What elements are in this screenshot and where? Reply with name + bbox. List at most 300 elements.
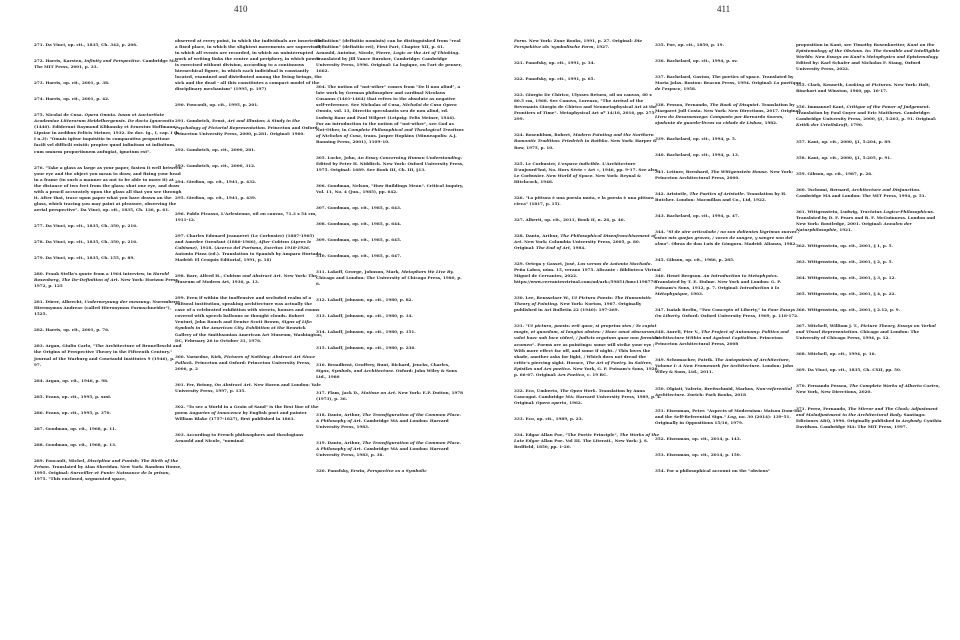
endnote-title-text: An Introduction to Metaphysics.: [703, 272, 779, 278]
endnote-text: 362. Wittgenstein, op. cit., 2001, § 1, p. 5.: [796, 242, 893, 248]
endnote: [34, 255, 182, 261]
endnote: [796, 187, 944, 199]
endnote-text: Translated by T. E. Hulme. New York and London: G. P. Putnam's Sons, 1912, p. 7. Original:: [655, 278, 782, 291]
endnote-title-text: Tractatus Logico-Philosophicus.: [859, 208, 935, 214]
endnote-text: New Haven and London: Yale University Press, 1997, p. 135.: [175, 381, 321, 393]
endnote-title-text: L'espace indicible.: [557, 160, 601, 166]
endnote-title-text: The Poetics of Aristotle.: [689, 190, 746, 196]
endnote: [34, 378, 182, 384]
endnote: [34, 410, 182, 416]
endnote: [514, 38, 662, 50]
endnote: [316, 362, 464, 380]
endnote: [655, 58, 803, 64]
endnote: [796, 259, 944, 265]
endnote-text: 334. Edgar Allan Poe, "The Poetic Principle",: [514, 431, 620, 437]
endnote-text: 327. Alberti, op. cit., 2011, Book II, n. 26, p. 46.: [514, 216, 626, 222]
endnote-text: 302. "To see a World in a Grain of Sand" is the first line of the poem: [175, 403, 319, 415]
endnote: [655, 102, 803, 126]
endnote: [655, 386, 803, 398]
endnote: [175, 147, 323, 153]
endnote: [316, 297, 464, 303]
endnote-title-text: The Project of Autonomy: Politics and Architecture Within and Against Capitalism.: [655, 329, 789, 341]
endnote-text: New York: Harper & Row, 1975, p. 10.: [514, 138, 657, 150]
endnote: [316, 440, 464, 458]
endnote-title-text: Cubism and Abstract Art.: [223, 273, 283, 279]
endnote-text: 1975. "This enclosed, segmented space,: [34, 475, 127, 481]
endnote: [655, 191, 803, 203]
endnote-text: 1918. (: [198, 244, 217, 250]
endnote-text: 300. Varnedoe, Kirk,: [175, 353, 225, 359]
endnote-text: Zurich: Park Books, 2018: [685, 391, 747, 397]
endnote-title-text: Ut pictura, poesis: erit quae, si proprius stes / Te capiat magis, et quaedam, si longius abstes: / Haec amat obscurum; volet haec sub luce videri, / Judicis argutum quae non formidat acumen: [514, 323, 661, 347]
endnote-title-text: Four Essays On Liberty.: [655, 307, 796, 319]
endnote: [655, 273, 803, 297]
endnote-text: (1440). Ediderunt Raymond Klibansky et Ernestus Hoffmann. Lipsiae in aedibus Felicis Meiner, 1932. De doc. ig., I, cap. I (h I n.3): "Omnis igitur inquisitio in comparativa proportione facili vel difficili existit; propter quod infinitum ut infinitum, cum omnem proportionem aufugiat, ignotum est".: [34, 124, 179, 154]
endnote: [34, 442, 182, 448]
endnote-text: 364. Wittgenstein, op. cit., 2001, § 3, p. 12.: [796, 275, 896, 281]
endnote-text: 1962.: [567, 399, 583, 405]
endnote-text: 353. Eisenman, op. cit., 2014, p. 150.: [655, 451, 742, 457]
endnote: [175, 432, 323, 444]
endnote: [316, 205, 464, 211]
endnote-text: 276. "Take a glass as large as your paper, fasten it well between your eye and the object you mean to draw, and fixing your head in a frame (in such a manner as not to be able to move it) at the distance of two feet from the glass; shut one eye, and draw with a pencil accurately upon the glass all that you see through it. After that, trace upon paper what you have drawn on the glass, which tracing you may paint at pleasure, observing the aerial perspective". Da Vinci, op. cit., 1835, Ch. 126, p. 61.: [34, 164, 182, 212]
endnote: [175, 195, 323, 201]
endnote-text: New York: The Museum of Modern Art, 1936, p. 13.: [175, 273, 317, 285]
endnote-title-text: Architecture and Disjunction.: [851, 186, 921, 192]
endnote-title-text: Opera Omnia. Iussu et Auctoritate Academiae Litterarum Heidelbergensis. De docta Ignorantia: [34, 112, 175, 124]
endnote-text: 333. Eco, op. cit., 1989, p. 23.: [514, 415, 583, 421]
endnote-text: 1921.: [837, 226, 853, 232]
endnote: [655, 169, 803, 181]
endnote-text: Edited by: Karl Schafer and Nicholas F. Stang, Oxford University Press, 2022.: [796, 60, 921, 72]
notes-column-1: [34, 42, 182, 492]
endnote-title-text: The Works of the Late Edgar: [514, 431, 660, 444]
endnote: [796, 291, 944, 297]
endnote: [796, 155, 944, 161]
endnote: [175, 233, 323, 263]
endnote-text: 317. Flam, Jack D.,: [316, 389, 362, 395]
endnote-title-text: Logic or the Art of Thinking.: [393, 50, 460, 56]
endnote-text: ". Obras de don Luis de Góngora. Madrid: Alianza, 1982.: [666, 240, 797, 246]
endnote-title-text: The Book of Disquiet.: [709, 102, 761, 108]
endnote-title-text: Perspective as a Symbolic: [367, 468, 427, 474]
endnote-title-text: Signs of Life: Symbols in the American City. Exhibition at the: [175, 319, 313, 331]
endnote: [316, 345, 464, 351]
endnote: [175, 163, 323, 169]
endnote: [175, 211, 323, 223]
notes-column-3: [316, 38, 464, 484]
endnote-title-text: An Essay Concerning Human Understanding.: [357, 154, 463, 160]
endnote: [655, 468, 803, 474]
endnote-title-text: The Philosophical Disenfranchisement of Art.: [514, 232, 656, 244]
endnote-text: Oxford: Oxford University Press, 1969, p. 118-172.: [680, 313, 799, 319]
endnote-text: 278. Da Vinci, op. cit., 1835, Ch. 350, p. 216.: [34, 238, 138, 244]
endnote-text: Cynthia Davidson. Cambridge MA: The MIT Press, 1997.: [796, 417, 942, 429]
endnote-text: 359. Gibson, op. cit., 1987, p. 26.: [796, 170, 873, 176]
endnote-text: New York: Reynal & Hitchcock, 1948.: [514, 172, 641, 184]
endnote-text: 335. Poe, op. cit., 1850, p. 19.: [655, 42, 724, 47]
endnote: [34, 327, 182, 333]
endnote: [514, 132, 662, 150]
endnote-text: Translation by Anna Cancogni. Cambridge MA: Harvard University Press, 1989, p. 4. Original:: [514, 387, 662, 405]
endnote: [655, 452, 803, 458]
endnote-text: 291. Gombrich, Ernst,: [175, 118, 228, 124]
endnote-text: 282. Harris, op. cit., 2001, p. 76.: [34, 327, 110, 333]
endnote-title-text: Kritik der Urteilskraft,: [796, 122, 849, 128]
endnote-text: 356. Immanuel Kant,: [796, 104, 847, 110]
endnote: [34, 165, 182, 213]
endnote-text: 307. Goodman, op. cit., 1985, p. 643.: [316, 204, 402, 210]
endnote: [796, 383, 944, 395]
endnote-title-text: Livro do Desassossego: Composto por Bernardo Soares, ajudante de guarda-livros na cidade de Lisboa,: [655, 114, 784, 126]
endnote-text: Translation by H. Butcher. London: Macmillan and Co., Ltd, 1922.: [655, 190, 787, 202]
endnote-text: Allan Poe. Vol III. The Literati., New York: J. S. Redfield, 1850, pp. 1-20.: [514, 438, 649, 450]
endnote: [796, 171, 944, 177]
endnote-text: 348. Aureli, Pier V.,: [655, 329, 702, 335]
endnote: [316, 84, 464, 144]
endnote: [175, 354, 323, 372]
notes-column-2: [175, 38, 323, 454]
endnote: [514, 76, 662, 82]
endnote-text: New York: Norton, 1967. Originally published in Art Bulletin 22 (1940): 197-269.: [514, 301, 642, 313]
endnote-text: London: John Wiley & Sons, Ltd., 2011.: [655, 363, 794, 375]
endnote-text: 344. ": [655, 228, 669, 234]
endnote-title-text: Harold Rosenberg, The De-Definition of Art.: [34, 271, 169, 283]
endnote-text: 345. Gibson, op. cit., 1986, p. 285.: [655, 256, 735, 262]
endnote: [175, 404, 323, 422]
endnote-title-text: The End of Art,: [536, 244, 572, 250]
endnote-text: 365. Wittgenstein, op. cit., 2001, § 4, p. 22.: [796, 291, 896, 297]
endnote-text: 287. Goodman, op. cit., 1968, p. 11.: [34, 425, 117, 431]
endnote-text: Oxford: John Wiley & Sons Ltd., 1980: [316, 367, 458, 379]
endnote-title-text: Modern Painting and the Northern Romantic Tradition: Friedrich to Rothko.: [514, 132, 654, 144]
endnote: [175, 273, 323, 285]
endnote-text: no. 30 (2014): 139–51. Originally in Oppositions 15/16, 1979.: [655, 413, 791, 425]
endnote-text: New York: Princeton Architectural Press, 2000.: [655, 168, 794, 180]
endnote-title-text: Nicholai de Cusa Opera Omnia,: [316, 102, 457, 114]
endnote: [655, 307, 803, 319]
endnote-text: 337. Bachelard, Gaston, The poetics of space. Translated by Maria Jolas. Boston: Beacon Press, 1994. Original:: [655, 74, 794, 86]
notes-column-5: [655, 42, 803, 484]
endnote: [34, 426, 182, 432]
endnote-text: 274. Harris, op. cit., 2001, p. 42.: [34, 96, 110, 102]
endnote: [316, 38, 464, 74]
endnote: [796, 42, 944, 72]
endnote-text: 306. Goodman, Nelson, "How Buildings Mean". Critical Inquiry, Vol. 11, No. 4 (Jun., 1985), pp. 642.: [316, 182, 464, 194]
endnote-text: 315. Lakoff, Johnson, op. cit., 1980, p. 236.: [316, 345, 416, 351]
endnote-text: 309. Goodman, op. cit., 1985, p. 645.: [316, 237, 402, 243]
endnote-text: 1982.: [763, 120, 778, 126]
endnote: [514, 161, 662, 185]
endnote: [796, 307, 944, 313]
endnote-text: 332. Eco, Umberto,: [514, 387, 560, 393]
endnote-text: 1958.: [681, 86, 697, 92]
endnote-text: 361. Wittgenstein, Ludwig,: [796, 208, 860, 214]
endnote-text: 298. Barr, Alfred H.,: [175, 273, 224, 279]
endnote-text: 318. Danto, Arthur,: [316, 411, 363, 417]
endnote: [655, 329, 803, 347]
endnote-text: 350. Olgiati, Valerio, Breitschmid, Markus,: [655, 385, 757, 391]
endnote-title-text: Surveiller et Punir: Naissance de la prison,: [70, 469, 171, 475]
endnote-text: 1790.: [848, 122, 864, 128]
endnote-text: 368. Mitchell, op. cit., 1994, p. 16.: [796, 351, 876, 357]
endnote-text: Translated by D. F. Pears and B. F. McGuinness. London and New York: Routledge, 2001. Original:: [796, 214, 936, 226]
endnote: [316, 329, 464, 335]
endnote-text: 371. Perez, Fernando,: [796, 405, 848, 411]
endnote-title-text: Metaphors We Live By.: [401, 269, 454, 275]
endnote-title-text: Matisse on Art.: [361, 389, 397, 395]
endnote: [34, 394, 182, 400]
endnote-text: definition" (definitio nominis) can be distinguished from "real definition" (definitio rei), First Part, Chapter XII, p. 61. Arnauld, Antoine, Nicole, Pierre,: [316, 38, 461, 56]
endnote: [796, 367, 944, 373]
endnote-title-text: Signs, Symbols, and Architecture.: [316, 367, 395, 373]
endnote-text: 342. Aristotle,: [655, 190, 690, 196]
endnote-text: 358. Kant, op. cit., 2000, §1, 5:205, p. 91.: [796, 154, 892, 160]
endnote-text: 297. Charles Edouard Jeanneret (Le Corbusier) (1887-1965) and Amedee Ozenfant (1886-1966),: [175, 232, 315, 244]
notes-column-4: [514, 38, 662, 460]
endnote-text: 279. Da Vinci, op. cit., 1835, Ch. 155, p. 89.: [34, 255, 135, 261]
endnote: [34, 343, 182, 367]
endnote: [655, 213, 803, 219]
endnote-text: 1984.: [571, 244, 586, 250]
endnote-text: New York: Columbia University Press, 2005, p. 80. Original:: [514, 238, 641, 250]
endnote: [34, 80, 182, 86]
endnote-text: 294. Giedion, op. cit., 1941, p. 432.: [175, 178, 257, 184]
endnote-text: 346. Henri Bergson.: [655, 272, 704, 278]
endnote-title-text: On Abstract Art.: [214, 381, 253, 387]
endnote-text: 354. For a philosophical account on the "obvious": [655, 467, 771, 473]
endnote: [316, 183, 464, 195]
endnote: [34, 239, 182, 245]
endnote-title-text: Kant on the Epistemology of the Obvious. In: The Sensible and Intelligible Worlds: New Essays on Kant's Metaphysics and Epistemology.: [796, 42, 940, 60]
endnote-text: 290. Foucault, op. cit., 1995, p. 201.: [175, 102, 259, 108]
endnote-title-text: Los versos de Antonio Machado.: [577, 261, 652, 267]
endnote-text: 357. Kant, op. cit., 2000, §1, 5:204, p. 89.: [796, 138, 892, 144]
endnote-title-text: Infinity and Perspective.: [84, 58, 142, 64]
endnote: [316, 253, 464, 259]
endnote-text: 324. Rosenblum, Robert,: [514, 132, 573, 138]
endnote-text: 338. Pessoa, Fernando,: [655, 102, 710, 108]
endnote: [514, 60, 662, 66]
endnote: [316, 390, 464, 402]
endnote-title-text: Form.: [514, 38, 528, 43]
endnote-text: Chicago and London: The University of Chicago Press, 1994, p. 12.: [796, 329, 920, 341]
endnote-title-text: The Transfiguration of the Common Place. A Philosophy of Art.: [316, 439, 461, 451]
endnote: [655, 229, 803, 247]
endnote-text: 293. Gombrich, op. cit., 2000, 312.: [175, 162, 256, 168]
endnote-text: 316. Broadbent, Geoffrey, Bunt, Richard, Jencks, Charles,: [316, 361, 450, 367]
endnote: [34, 458, 182, 482]
endnote-text: 275. Nicolai de Cusa.: [34, 112, 85, 118]
endnote-text: 301. Fer, Briony,: [175, 381, 215, 387]
endnote: [316, 468, 464, 474]
endnote-text: 323. Giorgio De Chirico, Ulysses Return, oil on canvas, 60 x 80.5 cm, 1968. See Canova, Lorenzo, "The Arrival of the Revenants Giorgio de Chirico and Neometaphysical Art at the Frontiers of Time". Metaphysical Art nº 14/16, 2016, pp. 275-299.: [514, 92, 657, 122]
endnote-text: by English poet and painter William Blake (1757-1827), first published in 1863.: [175, 409, 307, 421]
endnote-text: New York: Holt, Rinehart and Winston, 1960, pp. 16-17.: [796, 82, 931, 94]
endnote-text: 326. "La pittura è una poesia muta, e la poesia è una pittura cieca" (1817, p. 15).: [514, 194, 654, 206]
endnote: [514, 92, 662, 122]
endnote-text: Cambridge MA and London: The MIT Press, 1994, p. 51.: [796, 192, 927, 198]
endnote-text: 305. Locke, John,: [316, 154, 358, 160]
endnote: [655, 74, 803, 92]
endnote-text: 308. Goodman, op. cit., 1985, p. 644.: [316, 221, 402, 227]
endnote-text: 355. Clark, Kenneth,: [796, 82, 846, 88]
endnote-text: 336. Bachelard, op. cit., 1994, p. xv.: [655, 58, 738, 64]
endnote-text: Princeton and Oxford: Princeton University Press, 2006, p. 2: [175, 359, 311, 371]
endnote: [514, 416, 662, 422]
endnote-text: 283. Argan, Giulio Carlo, "The Architecture of Brunelleschi and the Origins of Perspective Theory in the Fifteenth Century." Journal of the Warburg and Courtauld Institutes 9 (1946), p. 97.: [34, 343, 182, 367]
endnote: [796, 323, 944, 341]
endnote: [655, 152, 803, 158]
endnote-text: 313. Lakoff, Johnson, op. cit., 1980, p. 14.: [316, 313, 413, 319]
endnote-text: 277. Da Vinci, op. cit., 1835, Ch. 350, p. 216.: [34, 222, 138, 228]
endnote-text: ". Poems are as paintings: some will strike your eye / With more effect far off, and some if night. / This loves the shade, another asks for light, / Which does not dread the critic's piercing sight. Horace,: [514, 341, 655, 365]
endnote-title-text: Critique of the Power of Judgement.: [846, 104, 931, 110]
endnote: [514, 323, 662, 377]
endnote-text: Cambridge MA: The MIT Press, 2001, p. 33.: [34, 58, 179, 70]
endnote-text: 295. Giedion, op. cit., 1941, p. 439.: [175, 194, 257, 200]
endnote: [316, 412, 464, 430]
endnote-text: 370. Fernando Pessoa,: [796, 383, 850, 389]
endnote-title-text: The Wittgenstein House.: [710, 168, 769, 174]
endnote-title-text: The Open Work.: [559, 387, 598, 393]
endnote-title-text: After Cubism (Apres le Cubisme),: [175, 238, 312, 250]
endnote: [796, 406, 944, 430]
endnote: [316, 155, 464, 173]
endnote-text: 299. Even if within the inoffensive and secluded realm of a cultural institution, speaking architecture was actually the case of a celebrated exhibition with streets, houses and rooms covered with speech balloons or thought clouds. Robert Venturi, John Rauch and Denise Scott Brown,: [175, 295, 320, 325]
endnote-text: L'Architecture D'aujourd'hui, No. Hors Série « Art », 1946, pp. 9-17. See also, Le Corbusier.: [514, 160, 659, 178]
endnote-title-text: Acerca del Purismo, Escritos 1918-1926.: [216, 244, 311, 250]
endnote-text: 366. Wittgenstein, op. cit., 2001, § 2.12, p. 9.: [796, 307, 901, 313]
endnote: [796, 243, 944, 249]
endnote-text: New York, New Directions, 2020.: [796, 389, 872, 395]
endnote-text: 325. Le Corbusier,: [514, 160, 558, 166]
endnote: [316, 237, 464, 243]
endnote-text: 272. Harris, Karsten,: [34, 58, 85, 64]
endnote-text: 349. Schumacher, Patrik.: [655, 357, 715, 363]
endnote: [655, 436, 803, 442]
endnote-text: 304. The notion of "not-other" comes from "De li non aliud", a late work by German philosopher and cardinal Nicolaus Cusanus (1401-1464) that refers to the absolute as negative self-reference. See Nicholas of Cusa,: [316, 84, 461, 108]
endnote: [514, 261, 662, 285]
endnote: [316, 313, 464, 319]
endnote-title-text: Underweysung der messung.: [84, 299, 151, 305]
endnote: [175, 102, 323, 108]
endnote: [796, 351, 944, 357]
endnote: [175, 382, 323, 394]
endnote-text: Edited by Peter H. Nidditch. New York: Oxford University Press, 1975. Original: 1689. See Book III, Ch. III, §13.: [316, 160, 464, 172]
endnote-text: 296. Pablo Picasso, L'Arlesienne, oil on canvas, 71.3 x 54 cm, 1911-12.: [175, 210, 317, 222]
endnote-text: 363. Wittgenstein, op. cit., 2001, § 2, p. 5.: [796, 258, 893, 264]
endnote-title-text: The Mirror and The Cloak; Adjustment and Maladjustment in the Architectural Body.: [796, 405, 938, 417]
endnote-text: Antonio Pizza (ed.). Translation to Spanish by Amparo Hurtado. Madrid: El Croquis Editorial, 1991, p. 16): [175, 251, 323, 263]
endnote-title-text: Ars Poetica,: [557, 371, 586, 377]
endnote: [655, 357, 803, 375]
endnote-text: 341. Leitner, Bernhard,: [655, 168, 711, 174]
endnote-text: 281. Dürer, Albrecht,: [34, 299, 85, 305]
endnote-title-text: Looking at Pictures.: [845, 82, 893, 88]
endnote-title-text: The Transfiguration of the Common Place. A Philosophy of Art.: [316, 411, 461, 423]
endnote: [514, 432, 662, 450]
endnote-title-text: Log,: [727, 413, 738, 419]
endnote: [655, 42, 803, 48]
endnote-text: 331. ": [514, 323, 528, 329]
endnote: [796, 139, 944, 145]
endnote-text: 352. Eisenman, op. cit., 2014, p. 143.: [655, 435, 742, 441]
page-number-left: 410: [234, 4, 248, 14]
endnote-text: In: [626, 359, 635, 365]
endnote-title-text: Complete Philosophical and Theological Treatises of Nicholas of Cusa,: [316, 126, 464, 138]
endnote-title-text: Ut Pictura Poesis: The Humanistic Theory of Painting.: [514, 295, 652, 307]
endnote-text: 286. Evans, op. cit., 1995, p. 370.: [34, 409, 111, 415]
endnote-text: New York: Zone Books, 1991, p. 27. Original:: [527, 38, 635, 43]
page-number-right: 411: [717, 4, 731, 14]
endnote: [514, 233, 662, 251]
endnote-text: 285. Evans, op. cit., 1995, p. xxxi.: [34, 393, 112, 399]
endnote-text: 351. Eisenman, Peter. "Aspects of Modernism: Maison Dom-Ino and the Self-Referential Sign.": [655, 407, 802, 419]
endnote-text: Cambridge MA and London: Harvard University Press, 1983.: [316, 417, 449, 429]
endnote-title-text: Pictures of Nothing: Abstract Art Since Pollock.: [175, 353, 315, 365]
endnote-text: Cambridge MA and London: Harvard University Press, 1983, p. 36.: [316, 445, 449, 457]
endnote-text: Chicago and London: The University of Chicago Press, 1980, p. 6.: [316, 275, 462, 287]
endnote: [796, 275, 944, 281]
endnote-text: 271. Da Vinci, op. cit., 1835, Ch. 342, p. 206.: [34, 42, 138, 47]
endnote-text: Translation by Paul Guyer and Eric Matthews. Cambridge: Cambridge University Press, 2000, §1, 5:203, p. 91. Original:: [796, 110, 937, 122]
endnote-text: 367. Mitchell, William J. T.,: [796, 323, 861, 329]
endnote: [175, 179, 323, 185]
endnote-text: 319. Danto, Arthur,: [316, 439, 363, 445]
endnote: [655, 136, 803, 142]
endnote: [34, 58, 182, 70]
endnote: [655, 408, 803, 426]
endnote-title-text: The Complete Works of Alberto Caeiro,: [849, 383, 940, 389]
endnote-text: 322. Panofsky, op. cit., 1991, p. 65.: [514, 76, 595, 82]
endnote: [34, 112, 182, 154]
endnote-text: observed at every point, in which the individuals are inserted in a fixed place, in which the slightest movements are supervised, in which all events are recorded, in which an uninterrupted work of writing links the centre and periphery, in which power is exercised without division, according to a continuous hierarchical figure, in which each individual is constantly located, examined and distributed among the living beings, the sick and the dead - all this constitutes a compact model of the disciplinary mechanism" (1995, p. 197): [175, 38, 323, 92]
endnote-text: 360. Tschumi, Bernard,: [796, 186, 852, 192]
endnote-title-text: La poetique de l'espace,: [655, 80, 802, 92]
endnote-title-text: Art and Illusion; A Study in the Psychology of Pictorial Representation.: [175, 118, 300, 130]
endnote-text: Translated by Alan Sheridan. New York: Random House, 1995. Original:: [34, 463, 182, 475]
endnote: [34, 96, 182, 102]
endnote-text: 310. Goodman, op. cit., 1985, p. 647.: [316, 253, 402, 259]
endnote: [655, 257, 803, 263]
endnote: [34, 223, 182, 229]
endnote-text: 329. Ortega y Gasset, José,: [514, 261, 578, 267]
endnote-text: 280. Frank Stella's quote from a 1964 interview, in: [34, 271, 154, 277]
endnote-text: 288. Goodman, op. cit., 1968, p. 13.: [34, 441, 117, 447]
endnote-text: 284. Argan, op. cit., 1946, p. 98.: [34, 377, 109, 383]
endnote-text: Peña Labra, núm. 15, verano 1975. Alicante : Biblioteca Virtual Miguel de Cervantes, 2022. https://www.cervantesvirtual.com/nd/ark:/59851/bmc1198770: [514, 267, 661, 285]
endnote-text: c. 19 BC.: [585, 371, 608, 377]
endnote-text: 328. Danto, Arthur,: [514, 232, 561, 238]
endnote-text: proposition in Kant, see Timothy Rosenkoetter,: [796, 42, 908, 47]
endnote-text: 273. Harris, op. cit., 2001, p. 38.: [34, 80, 110, 86]
endnote-text: 330. Lee, Rensselaer W.,: [514, 295, 572, 301]
endnote: [175, 38, 323, 92]
endnote: [34, 271, 182, 289]
notes-column-6: [796, 42, 944, 440]
endnote-text: 320. Panofsky, Erwin,: [316, 468, 368, 474]
endnote-text: 369. Da Vinci, op. cit., 1835, Ch. CXII, pp. 50.: [796, 367, 902, 373]
endnote-title-text: Anybody.: [901, 417, 923, 423]
endnote: [316, 221, 464, 227]
endnote-title-text: Discipline and Punish; The Birth of the Prison.: [34, 457, 179, 469]
endnote: [514, 295, 662, 313]
endnote-title-text: Picture Theory, Essays on Verbal and Visual Representation.: [796, 323, 936, 335]
endnote-text: 340. Bachelard, op. cit., 1994, p. 13.: [655, 152, 740, 158]
endnote-title-text: Auguries of Innocence: [189, 409, 242, 415]
endnote-text: 339. Bachelard, op. cit., 1994, p. 5.: [655, 136, 737, 142]
